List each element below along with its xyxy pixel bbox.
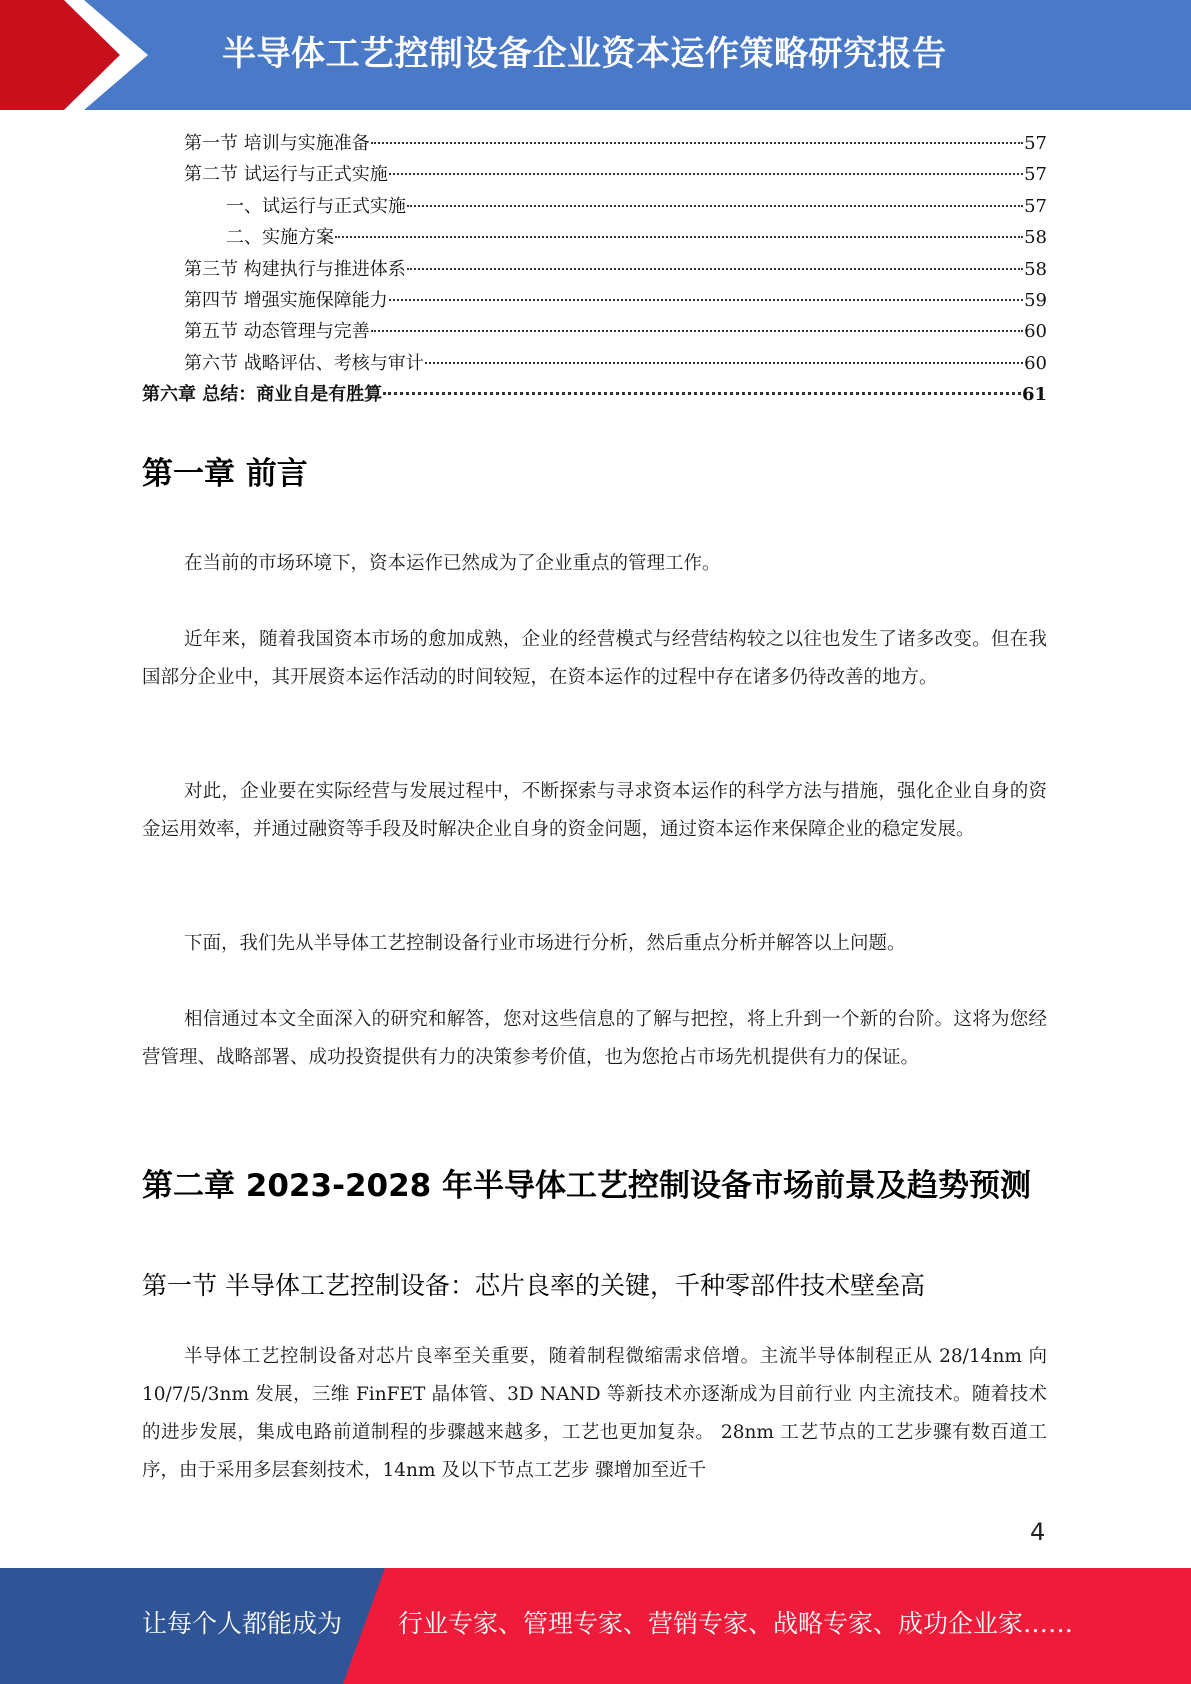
toc-leader (371, 330, 1023, 332)
toc-leader (407, 268, 1023, 270)
toc-item[interactable] (142, 316, 1047, 347)
paragraph: 下面，我们先从半导体工艺控制设备行业市场进行分析，然后重点分析并解答以上问题。 (184, 933, 906, 954)
header-chevron-icon (0, 0, 170, 110)
toc-item[interactable] (142, 128, 1047, 159)
toc-item-page: 60 (1024, 352, 1047, 374)
paragraph: 相信通过本文全面深入的研究和解答，您对这些信息的了解与把控，将上升到一个新的台阶。这将为您经营管理、战略部署、成功投资提供有力的决策参考价值，也为您抢占市场先机提供有力的保证。 (142, 1009, 1047, 1068)
section-heading: 第一节 半导体工艺控制设备：芯片良率的关键，千种零部件技术壁垒高 (142, 1271, 925, 1300)
toc-item-page: 58 (1024, 227, 1047, 249)
toc-leader (335, 236, 1023, 238)
paragraph: 近年来，随着我国资本市场的愈加成熟，企业的经营模式与经营结构较之以往也发生了诸多改变。但在我国部分企业中，其开展资本运作活动的时间较短，在资本运作的过程中存在诸多仍待改善的地方。 (142, 629, 1047, 688)
toc-leader (389, 173, 1023, 175)
toc-item-page: 58 (1024, 258, 1047, 280)
toc-item-label: 第二节 试运行与正式实施 (184, 164, 388, 186)
page-footer (0, 1568, 1191, 1684)
toc-item-label: 第四节 增强实施保障能力 (184, 289, 388, 311)
toc-leader (389, 299, 1023, 301)
report-title: 半导体工艺控制设备企业资本运作策略研究报告 (222, 34, 947, 74)
toc-item[interactable] (142, 159, 1047, 190)
toc-item-label: 第五节 动态管理与完善 (184, 321, 370, 343)
toc-item[interactable] (142, 191, 1047, 222)
paragraph: 在当前的市场环境下，资本运作已然成为了企业重点的管理工作。 (184, 553, 721, 574)
table-of-contents (142, 128, 1047, 411)
toc-item-page: 57 (1024, 164, 1047, 186)
toc-leader (407, 205, 1023, 207)
toc-item[interactable] (142, 222, 1047, 253)
page-header (0, 0, 1191, 110)
toc-item-label: 第三节 构建执行与推进体系 (184, 258, 406, 280)
toc-item[interactable] (142, 254, 1047, 285)
toc-item-label: 第一节 培训与实施准备 (184, 133, 370, 154)
toc-item-page: 61 (1021, 384, 1047, 406)
toc-item-page: 57 (1024, 195, 1047, 217)
toc-item-label: 二、实施方案 (226, 227, 334, 249)
toc-item-label: 第六节 战略评估、考核与审计 (184, 352, 424, 374)
toc-item[interactable] (142, 285, 1047, 316)
footer-slogan-left: 让每个人都能成为 (142, 1609, 343, 1638)
paragraph: 对此，企业要在实际经营与发展过程中，不断探索与寻求资本运作的科学方法与措施，强化企业自身的资金运用效率，并通过融资等手段及时解决企业自身的资金问题，通过资本运作来保障企业的稳定发展。 (142, 781, 1047, 840)
toc-item-chapter[interactable] (142, 379, 1047, 410)
page-number: 4 (1030, 1518, 1046, 1546)
toc-item-label: 一、试运行与正式实施 (226, 195, 406, 217)
toc-item-label: 第六章 总结：商业自是有胜算 (142, 384, 383, 406)
chapter-heading: 第二章 2023-2028 年半导体工艺控制设备市场前景及趋势预测 (142, 1168, 1032, 1204)
toc-item[interactable] (142, 348, 1047, 379)
toc-leader (383, 392, 1021, 395)
toc-item-page: 60 (1024, 321, 1047, 343)
paragraph: 半导体工艺控制设备对芯片良率至关重要，随着制程微缩需求倍增。主流半导体制程正从 28/14nm 向 10/7/5/3nm 发展，三维 FinFET 晶体管、3D NAND 等新技术亦逐渐成为目前行业 内主流技术。随着技术的进步发展，集成电路前道制程的步骤越来越多，工艺也更加复杂。 28nm 工艺节点的工艺步骤有数百道工序，由于采用多层套刻技术，14nm 及以下节点工艺步 骤增加至近千 (142, 1346, 1047, 1481)
toc-item-page: 59 (1024, 289, 1047, 311)
toc-item-page: 57 (1024, 133, 1047, 154)
toc-leader (371, 142, 1023, 144)
footer-slogan-right: 行业专家、管理专家、营销专家、战略专家、成功企业家…… (398, 1609, 1074, 1638)
toc-leader (425, 362, 1023, 364)
chapter-heading: 第一章 前言 (142, 456, 308, 492)
